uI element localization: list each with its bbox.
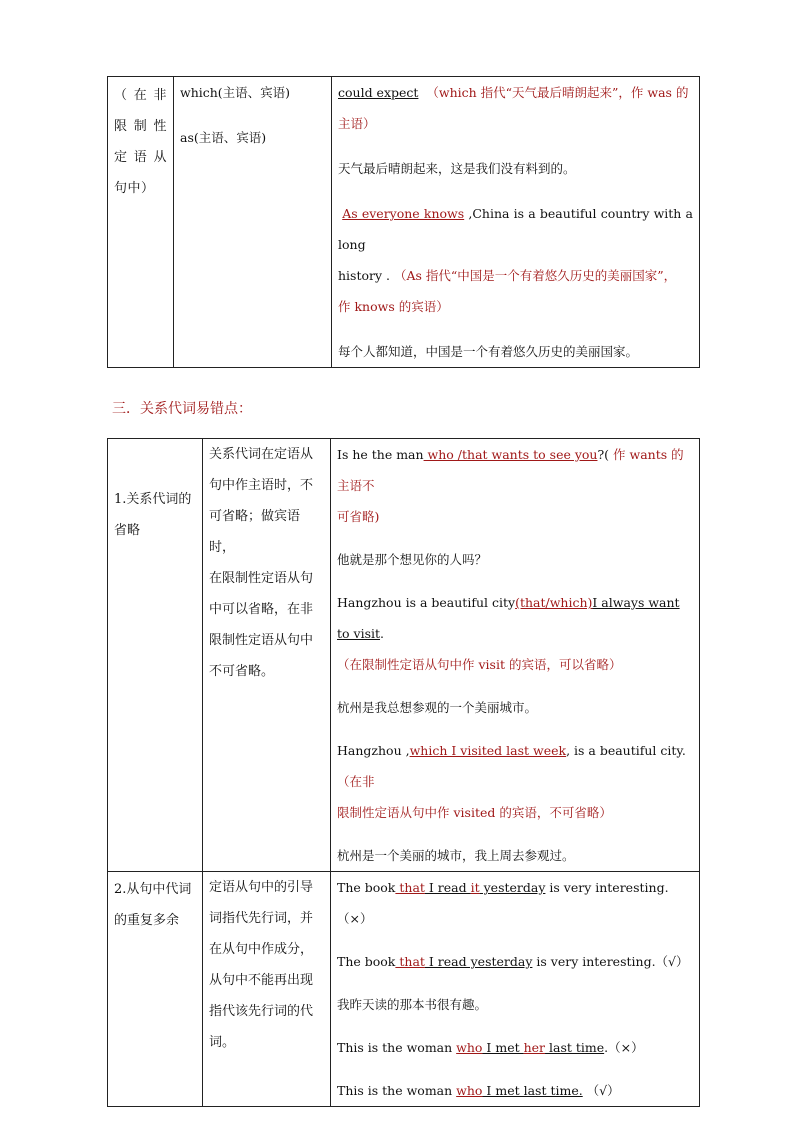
explanation-text: （As 指代“中国是一个有着悠久历史的美丽国家”， <box>393 268 677 283</box>
example-line <box>338 77 693 108</box>
example-sentence: ,China is a beautiful country with a long <box>338 206 693 252</box>
pronoun-cell <box>174 77 332 368</box>
example-sentence: Is he the man <box>337 447 424 462</box>
category-line: 1.关系代词的 <box>114 492 192 507</box>
category-cell <box>108 439 203 872</box>
example-line <box>337 735 693 797</box>
underlined-clause: I read yesterday <box>424 954 533 969</box>
underlined-clause: who /that wants to see you <box>423 447 598 462</box>
underlined-clause: I met <box>482 1040 524 1055</box>
example-line <box>337 587 693 649</box>
relative-pronoun-errors-table <box>107 438 700 1107</box>
explanation-text: 主语） <box>338 116 376 131</box>
rule-line: 在限制性定语从句 <box>209 571 314 586</box>
example-line <box>337 439 693 501</box>
underlined-clause: last time <box>545 1040 605 1055</box>
example-sentence: This is the woman <box>337 1083 457 1098</box>
explanation-text: （在限制性定语从句中作 visit 的宾语，可以省略） <box>337 657 622 672</box>
category-cell <box>108 77 174 368</box>
example-line <box>337 946 693 977</box>
category-line: 限 制 性 <box>114 119 167 134</box>
rule-line: 句中作主语时，不 <box>209 478 314 493</box>
example-sentence: history . <box>338 268 390 283</box>
example-sentence: , is a beautiful city. <box>566 743 686 758</box>
rule-line: 不可省略。 <box>209 664 275 679</box>
underlined-clause: I read <box>424 880 471 895</box>
translation-text: 每个人都知道，中国是一个有着悠久历史的美丽国家。 <box>338 344 639 359</box>
example-sentence: （√） <box>582 1083 620 1098</box>
explanation-text: 作 knows 的宾语） <box>338 299 449 314</box>
translation-text: 天气最后晴朗起来，这是我们没有料到的。 <box>338 161 576 176</box>
rule-line: 指代该先行词的代 <box>209 1004 314 1019</box>
example-sentence: . <box>380 626 385 641</box>
underlined-clause: who <box>456 1083 483 1098</box>
category-cell <box>108 872 203 1107</box>
example-sentence: The book <box>337 880 396 895</box>
rule-line: 词指代先行词，并 <box>209 911 314 926</box>
rule-line: 关系代词在定语从 <box>209 447 314 462</box>
example-sentence: The book <box>337 954 396 969</box>
example-sentence: is very interesting.（×） <box>337 880 669 926</box>
explanation-text: 限制性定语从句中作 visited 的宾语，不可省略） <box>337 805 612 820</box>
underlined-clause: that <box>395 954 425 969</box>
rule-line: 可省略；做宾语时， <box>209 509 301 555</box>
rule-line: 从句中不能再出现 <box>209 973 314 988</box>
example-sentence: Hangzhou is a beautiful city <box>337 595 516 610</box>
example-cell <box>331 872 700 1107</box>
rule-line: 限制性定语从句中 <box>209 633 314 648</box>
category-line: 的重复多余 <box>114 913 180 928</box>
translation-text: 他就是那个想见你的人吗？ <box>337 552 488 567</box>
example-sentence: is very interesting.（√） <box>532 954 689 969</box>
rule-cell <box>203 872 331 1107</box>
example-line <box>337 1032 693 1063</box>
example-line <box>338 260 693 291</box>
translation-text: 我昨天读的那本书很有趣。 <box>337 997 488 1012</box>
category-line: （ 在 非 <box>114 88 167 103</box>
example-line <box>337 1075 693 1106</box>
underlined-clause: could expect <box>338 85 419 100</box>
redundant-pronoun: it <box>470 880 480 895</box>
rule-line: 词。 <box>209 1035 236 1050</box>
category-line: 句中） <box>114 181 155 196</box>
section-heading: 三．关系代词易错点： <box>112 401 252 417</box>
omittable-pronoun: (that/which) <box>515 595 593 610</box>
example-sentence: ?( <box>597 447 610 462</box>
category-line: 2.从句中代词 <box>114 882 192 897</box>
rule-line: 定语从句中的引导 <box>209 880 314 895</box>
underlined-clause: I always want to visit <box>337 595 680 641</box>
rule-line: 在从句中作成分， <box>209 942 314 957</box>
example-sentence: This is the woman <box>337 1040 457 1055</box>
underlined-clause: that <box>395 880 425 895</box>
example-cell <box>331 439 700 872</box>
example-line <box>338 198 693 260</box>
category-line: 定 语 从 <box>114 150 167 165</box>
pronoun-as: as(主语、宾语) <box>180 130 267 145</box>
underlined-clause: yesterday <box>479 880 546 895</box>
example-cell <box>332 77 700 368</box>
translation-text: 杭州是我总想参观的一个美丽城市。 <box>337 700 538 715</box>
underlined-clause: who <box>456 1040 483 1055</box>
explanation-text: （在非 <box>337 774 375 789</box>
underlined-clause: I met last time. <box>482 1083 583 1098</box>
rule-cell <box>203 439 331 872</box>
example-line <box>337 872 693 934</box>
example-sentence: .（×） <box>604 1040 644 1055</box>
example-sentence: Hangzhou , <box>337 743 410 758</box>
underlined-clause: which I visited last week <box>409 743 567 758</box>
explanation-text: 可省略) <box>337 509 380 524</box>
redundant-pronoun: her <box>523 1040 546 1055</box>
explanation-text: （which 指代“天气最后晴朗起来”，作 was 的 <box>426 85 689 100</box>
underlined-clause: As everyone knows <box>342 206 465 221</box>
explanation-text: 作 wants 的主语不 <box>337 447 684 493</box>
pronoun-which: which(主语、宾语) <box>180 85 291 100</box>
category-line: 省略 <box>114 523 141 538</box>
rule-line: 中可以省略，在非 <box>209 602 314 617</box>
translation-text: 杭州是一个美丽的城市，我上周去参观过。 <box>337 848 575 863</box>
relative-pronoun-table-continued <box>107 76 700 368</box>
